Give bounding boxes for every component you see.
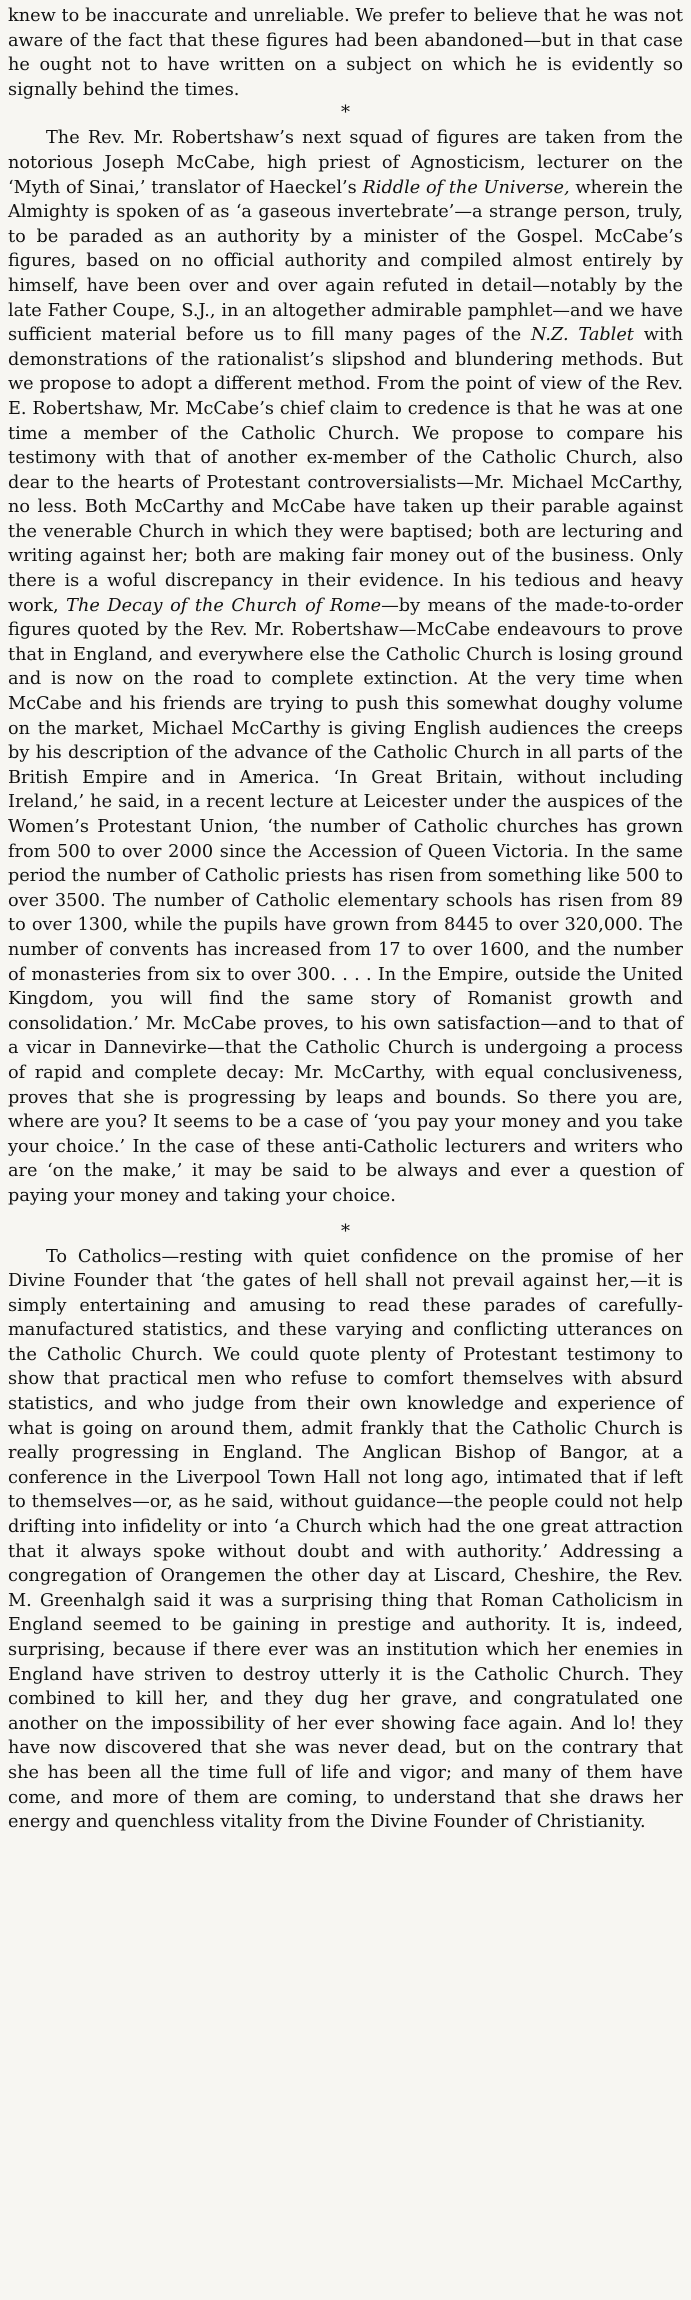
paragraph-mccabe-figures [8,126,683,1208]
asterisk-separator: * [341,102,350,124]
paragraph-catholics: To Catholics—resting with quiet confidence on the promise of her Divine Founder that ‘the gates of hell shall not prevail against her,—it is simply entertaining and amusing to read these parades of carefully-manufactured statistics, and these varying and conflicting utterances on the Catholic Church. We could quote plenty of Protestant testimony to show that practical men who refuse to comfort themselves with absurd statistics, and who judge from their own knowledge and experience of what is going on around them, admit frankly that the Catholic Church is really progressing in England. The Anglican Bishop of Bangor, at a conference in the Liverpool Town Hall not long ago, intimated that if left to themselves—or, as he said, without guidance—the people could not help drifting into infidelity or into ‘a Church which had the one great attraction that it always spoke without doubt and with authority.’ Addressing a congregation of Orangemen the other day at Liscard, Cheshire, the Rev. M. Greenhalgh said it was a surprising thing that Roman Catholicism in England seemed to be gaining in prestige and authority. It is, indeed, surprising, because if there ever was an institution which her enemies in England have striven to destroy utterly it is the Catholic Church. They combined to kill her, and they dug her grave, and congratulated one another on the impossibility of her ever showing face again. And lo! they have now discovered that she was never dead, but on the contrary that she has been all the time full of life and vigor; and many of them have come, and more of them are coming, to understand that she draws her energy and quenchless vitality from the Divine Founder of Christianity. [8,1246,683,1833]
paragraph-text: —by means of the made-to-order figures quoted by the Rev. Mr. Robertshaw—McCabe endeavours to prove that in England, and everywhere else the Catholic Church is losing ground and is now on the road to complete extinction. At the very time when McCabe and his friends are trying to push this somewhat doughy volume on the market, Michael McCarthy is giving English audiences the creeps by his description of the advance of the Catholic Church in all parts of the British Empire and in America. ‘In Great Britain, without including Ireland,’ he said, in a recent lecture at Leicester under the auspices of the Women’s Protestant Union, ‘the number of Catholic churches has grown from 500 to over 2000 since the Accession of Queen Victoria. In the same period the number of Catholic priests has risen from something like 500 to over 3500. The number of Catholic elementary schools has risen from 89 to over 1300, while the pupils have grown from 8445 to over 320,000. The number of convents has increased from 17 to over 1600, and the number of monasteries from six to over 300. . . . In the Empire, outside the United Kingdom, you will find the same story of Romanist growth and consolidation.’ Mr. McCabe proves, to his own satisfaction—and to that of a vicar in Dannevirke—that the Catholic Church is undergoing a process of rapid and complete decay: Mr. McCarthy, with equal conclusiveness, proves that she is progressing by leaps and bounds. So there you are, where are you? It seems to be a case of ‘you pay your money and you take your choice.’ In the case of these anti-Catholic lecturers and writers who are ‘on the make,’ it may be said to be always and ever a question of paying your money and taking your choice. [8,595,683,1206]
book-title-decay: The Decay of the Church of Rome [66,595,382,616]
publication-title-tablet: N.Z. Tablet [531,325,634,346]
paragraph-text: wherein the Almighty is spoken of as ‘a gaseous invertebrate’—a strange person, truly, to be paraded as an authority by a minister of the Gospel. McCabe’s figures, based on no official authority and compiled almost entirely by himself, have been over and over again refuted in detail—notably by the late Father Coupe, S.J., in an altogether admirable pamphlet—and we have sufficient material before us to fill many pages of the [8,177,683,346]
paragraph-text: with demonstrations of the rationalist’s slipshod and blundering methods. But we propose to adopt a different method. From the point of view of the Rev. E. Robertshaw, Mr. McCabe’s chief claim to credence is that he was at one time a member of the Catholic Church. We propose to compare his testimony with that of another ex-member of the Catholic Church, also dear to the hearts of Protestant controversialists—Mr. Michael McCarthy, no less. Both McCarthy and McCabe have taken up their parable against the venerable Church in which they were baptised; both are lecturing and writing against her; both are making fair money out of the business. Only there is a woful discrepancy in their evidence. In his tedious and heavy work, [8,325,683,616]
book-title-riddle: Riddle of the Universe, [362,177,570,198]
paragraph-continuation: knew to be inaccurate and unreliable. We prefer to believe that he was not aware of the fact that these figures had been abandoned—but in that case he ought not to have written on a subject on which he is evidently so signally behind the times. [8,6,683,100]
asterisk-separator: * [341,1220,350,1242]
paragraph-text: The Rev. Mr. Robertshaw’s next squad of figures are taken from the notorious Joseph McCabe, high priest of Agnosticism, lecturer on the ‘Myth of Sinai,’ translator of Haeckel’s [8,128,683,198]
